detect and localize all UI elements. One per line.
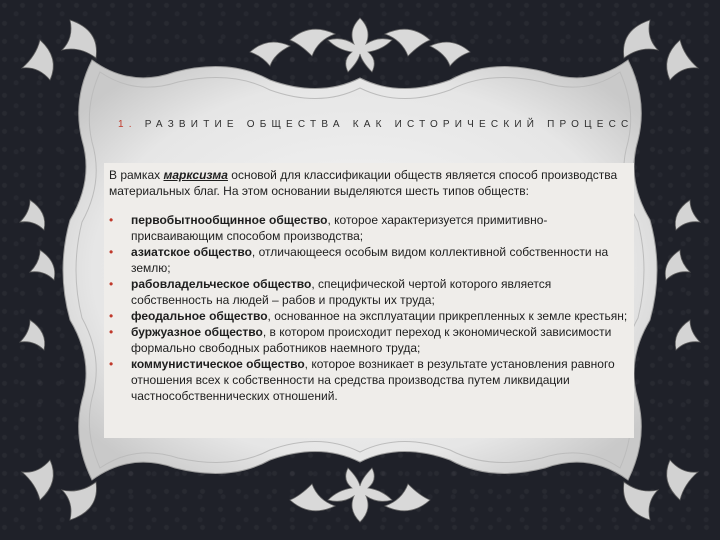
- list-item: [109, 308, 629, 324]
- item-text: , основанное на эксплуатации прикрепленных к земле крестьян;: [267, 309, 628, 323]
- intro-after: основой для классификации обществ является способ производства материальных благ. На этом основании выделяются шесть типов обществ:: [109, 168, 618, 198]
- slide-title-text: РАЗВИТИЕ ОБЩЕСТВА КАК ИСТОРИЧЕСКИЙ ПРОЦЕСС: [144, 119, 634, 130]
- item-text: , отличающееся особым видом коллективной собственности на землю;: [131, 245, 609, 275]
- bullet-icon: •: [109, 309, 114, 323]
- intro-term: марксизма: [163, 168, 228, 182]
- bullet-icon: •: [109, 357, 114, 371]
- list-item: [109, 276, 629, 308]
- item-term: рабовладельческое общество: [131, 277, 312, 291]
- list-item: [109, 244, 629, 276]
- item-text: , в котором происходит переход к экономической зависимости формально свободных работников наемного труда;: [131, 325, 612, 355]
- item-text: , специфической чертой которого является собственность на людей – рабов и продукты их труда;: [131, 277, 552, 307]
- top-crest-ornament: [250, 18, 470, 72]
- item-term: коммунистическое общество: [131, 357, 305, 371]
- slide-title-number: 1.: [118, 119, 137, 130]
- item-text: , которое характеризуется примитивно-присваивающим способом производства;: [131, 213, 548, 243]
- bullet-icon: •: [109, 213, 114, 227]
- list-item: [109, 212, 629, 244]
- item-text: , которое возникает в результате установления равного отношения всех к собственности на средства производства путем ликвидации частнособственнических отношений.: [131, 357, 615, 403]
- bullet-icon: •: [109, 325, 114, 339]
- society-types-list: [109, 212, 629, 404]
- intro-paragraph: [109, 167, 629, 199]
- list-item: [109, 356, 629, 404]
- content-box: [104, 163, 634, 438]
- item-term: феодальное общество: [131, 309, 268, 323]
- item-term: азиатское общество: [131, 245, 252, 259]
- bottom-crest-ornament: [290, 468, 430, 522]
- item-term: буржуазное общество: [131, 325, 263, 339]
- list-item: [109, 324, 629, 356]
- bullet-icon: •: [109, 245, 114, 259]
- slide-title: [118, 119, 658, 130]
- item-term: первобытнообщинное общество: [131, 213, 328, 227]
- intro-before: В рамках: [109, 168, 164, 182]
- bullet-icon: •: [109, 277, 114, 291]
